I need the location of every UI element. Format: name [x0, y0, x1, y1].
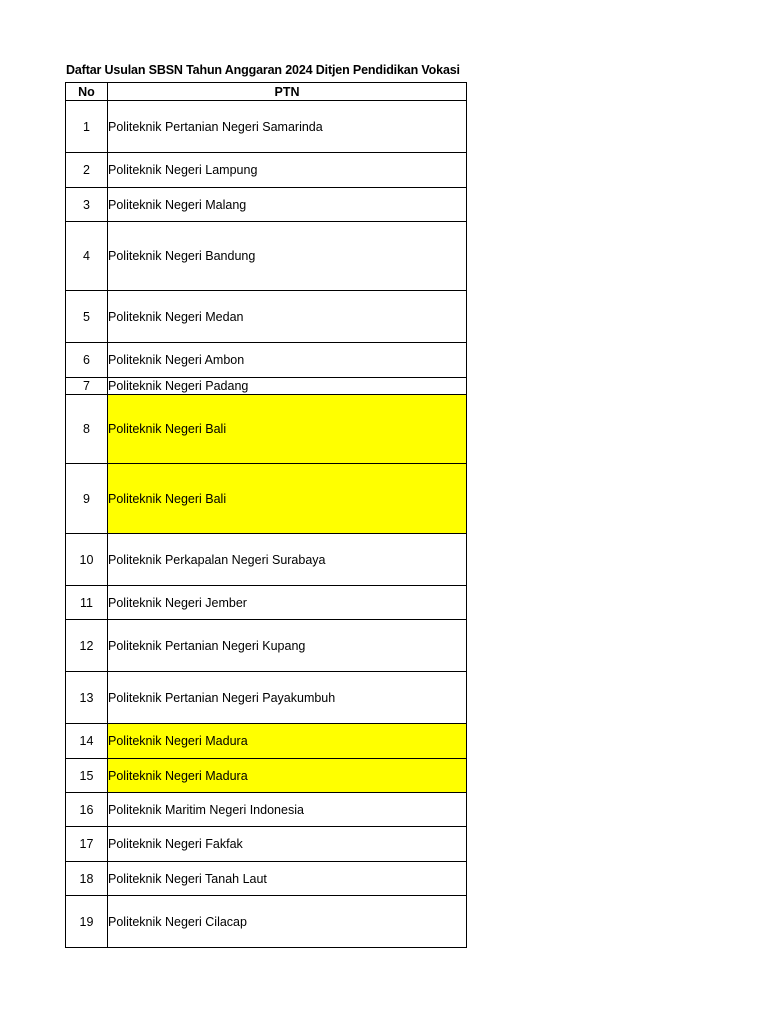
row-number: 12 [66, 620, 108, 672]
column-header-no: No [66, 83, 108, 101]
institution-name: Politeknik Pertanian Negeri Samarinda [108, 101, 467, 153]
institution-name: Politeknik Pertanian Negeri Payakumbuh [108, 672, 467, 724]
row-number: 11 [66, 586, 108, 620]
table-row [66, 759, 467, 793]
table-row [66, 188, 467, 222]
institution-name: Politeknik Negeri Ambon [108, 343, 467, 378]
institution-name: Politeknik Negeri Medan [108, 291, 467, 343]
table-row [66, 793, 467, 827]
row-number: 16 [66, 793, 108, 827]
institution-name: Politeknik Negeri Madura [108, 724, 467, 759]
table-row [66, 896, 467, 948]
table-row [66, 534, 467, 586]
table-body [66, 101, 467, 948]
row-number: 17 [66, 827, 108, 862]
institution-name: Politeknik Negeri Bali [108, 464, 467, 534]
row-number: 14 [66, 724, 108, 759]
table-row [66, 153, 467, 188]
institution-name: Politeknik Pertanian Negeri Kupang [108, 620, 467, 672]
table-row [66, 378, 467, 395]
institution-name: Politeknik Negeri Padang [108, 378, 467, 395]
table-row [66, 464, 467, 534]
row-number: 5 [66, 291, 108, 343]
table-header-row [66, 83, 467, 101]
table-row [66, 586, 467, 620]
table-row [66, 222, 467, 291]
table-row [66, 620, 467, 672]
institution-name: Politeknik Negeri Cilacap [108, 896, 467, 948]
column-header-ptn: PTN [108, 83, 467, 101]
institution-name: Politeknik Maritim Negeri Indonesia [108, 793, 467, 827]
institution-name: Politeknik Perkapalan Negeri Surabaya [108, 534, 467, 586]
row-number: 4 [66, 222, 108, 291]
institution-name: Politeknik Negeri Bandung [108, 222, 467, 291]
institution-name: Politeknik Negeri Jember [108, 586, 467, 620]
row-number: 7 [66, 378, 108, 395]
institution-name: Politeknik Negeri Tanah Laut [108, 862, 467, 896]
ptn-table [65, 82, 467, 948]
table-row [66, 395, 467, 464]
institution-name: Politeknik Negeri Bali [108, 395, 467, 464]
table-row [66, 862, 467, 896]
institution-name: Politeknik Negeri Fakfak [108, 827, 467, 862]
row-number: 1 [66, 101, 108, 153]
institution-name: Politeknik Negeri Malang [108, 188, 467, 222]
row-number: 13 [66, 672, 108, 724]
row-number: 10 [66, 534, 108, 586]
institution-name: Politeknik Negeri Lampung [108, 153, 467, 188]
row-number: 9 [66, 464, 108, 534]
row-number: 18 [66, 862, 108, 896]
table-row [66, 724, 467, 759]
table-row [66, 827, 467, 862]
page-title: Daftar Usulan SBSN Tahun Anggaran 2024 Ditjen Pendidikan Vokasi [66, 63, 460, 77]
row-number: 15 [66, 759, 108, 793]
table-row [66, 101, 467, 153]
table-row [66, 343, 467, 378]
row-number: 19 [66, 896, 108, 948]
table-row [66, 672, 467, 724]
row-number: 6 [66, 343, 108, 378]
row-number: 2 [66, 153, 108, 188]
institution-name: Politeknik Negeri Madura [108, 759, 467, 793]
table-row [66, 291, 467, 343]
row-number: 3 [66, 188, 108, 222]
row-number: 8 [66, 395, 108, 464]
